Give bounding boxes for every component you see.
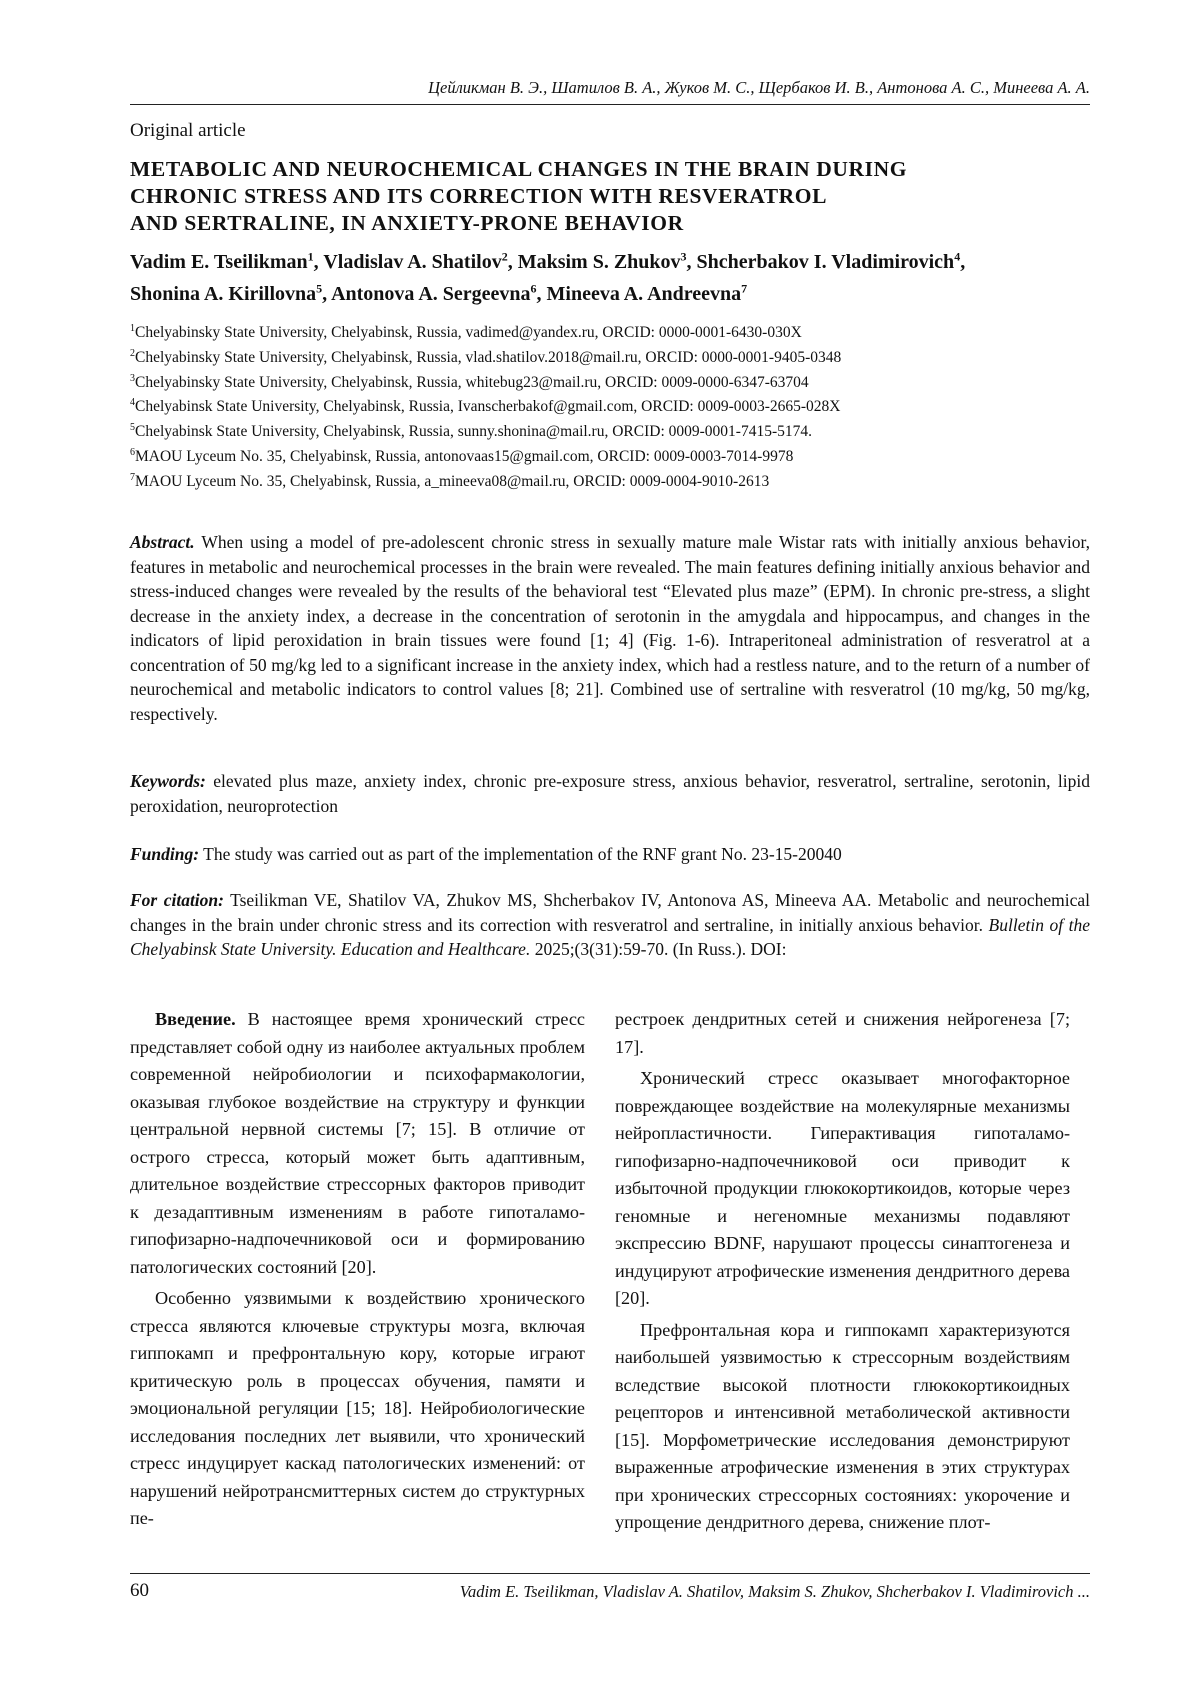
author-name: Mineeva A. Andreevna — [546, 283, 742, 305]
affiliation-text: MAOU Lyceum No. 35, Chelyabinsk, Russia, antonovaas15@gmail.com, ORCID: 0009-0003-7014-9978 — [135, 447, 794, 465]
affiliation-text: Chelyabinsky State University, Chelyabinsk, Russia, vlad.shatilov.2018@mail.ru, ORCID: 0000-0001-9405-0348 — [135, 348, 842, 366]
affiliation-sup: 2 — [130, 347, 135, 359]
affiliation-sup: 6 — [130, 446, 135, 458]
keywords — [130, 769, 1090, 818]
author-name: Vladislav A. Shatilov — [323, 251, 502, 273]
paragraph-text: В настоящее время хронический стресс представляет собой одну из наиболее актуальных проблем современной нейробиологии и психофармакологии, оказывая глубокое воздействие на структуру и функции центральной нервной системы [7; 15]. В отличие от острого стресса, который может быть адаптивным, длительное воздействие стрессорных факторов приводит к дезадаптивным изменениям в работе гипоталамо-гипофизарно-надпочечниковой оси и формированию патологических состояний [20]. — [130, 1009, 586, 1277]
body-paragraph — [130, 1006, 585, 1281]
affiliation-text: MAOU Lyceum No. 35, Chelyabinsk, Russia, a_mineeva08@mail.ru, ORCID: 0009-0004-9010-2613 — [135, 472, 770, 490]
author-sup: 5 — [316, 281, 323, 296]
author-line: Shonina A. Kirillovna$^5$, Antonova A. Sergeevna$^6$, Mineeva A. Andreevna$^7$ — [130, 281, 748, 305]
keywords-label: Keywords: — [130, 771, 206, 791]
author-sup: 4 — [954, 249, 961, 264]
author-sup: 1 — [307, 249, 314, 264]
citation-journal: Bulletin of the Chelyabinsk State University. Education and Healthcare. — [130, 914, 1090, 959]
author-name: Shonina A. Kirillovna — [130, 283, 317, 305]
author-sup: 7 — [741, 281, 748, 296]
funding — [130, 842, 1090, 867]
body-paragraph: Особенно уязвимыми к воздействию хронического стресса являются ключевые структуры мозга, включая гиппокамп и префронтальную кору, которые играют критическую роль в процессах обучения, памяти и эмоциональной регуляции [15; 18]. Нейробиологические исследования последних лет выявили, что хронический стресс индуцирует каскад патологических изменений: от нарушений нейротрансмиттерных систем до структурных пе- — [130, 1288, 585, 1528]
body-paragraph: Хронический стресс оказывает многофакторное повреждающее воздействие на молекулярные механизмы нейропластичности. Гиперактивация гипоталамо-гипофизарно-надпочечниковой оси приводит к избыточной продукции глюкокортикоидов, которые через геномные и негеномные механизмы подавляют экспрессию BDNF, нарушают процессы синаптогенеза и индуцируют атрофические изменения дендритного дерева [20]. — [615, 1068, 1070, 1308]
affiliation-text: Chelyabinsky State University, Chelyabinsk, Russia, whitebug23@mail.ru, ORCID: 0009-0000-6347-63704 — [135, 373, 809, 391]
affiliation-list — [130, 321, 1090, 495]
affiliation-sup: 7 — [130, 471, 135, 483]
author-sup: 6 — [530, 281, 537, 296]
author-name: Vadim E. Tseilikman — [130, 251, 308, 273]
affiliation — [130, 321, 1090, 346]
affiliation — [130, 371, 1090, 396]
author-sup: 2 — [501, 249, 508, 264]
affiliation-sup: 5 — [130, 422, 135, 434]
affiliation — [130, 346, 1090, 371]
author-line: Vadim E. Tseilikman$^1$, Vladislav A. Shatilov$^2$, Maksim S. Zhukov$^3$, Shcherbakov I. Vladimirovich$^4$, — [130, 249, 966, 273]
citation-text: Tseilikman VE, Shatilov VA, Zhukov MS, Shcherbakov IV, Antonova AS, Mineeva AA. Metabolic and neurochemical changes in the brain under chronic stress and its correction with resveratrol and sertraline, in initially anxious behavior. — [130, 890, 1091, 935]
header-rule — [130, 104, 1090, 105]
running-head: Цейликман В. Э., Шатилов В. А., Жуков М. С., Щербаков И. В., Антонова А. С., Минеева А. А. — [428, 78, 1090, 97]
affiliation-text: Chelyabinsky State University, Chelyabinsk, Russia, vadimed@yandex.ru, ORCID: 0000-0001-6430-030X — [135, 324, 802, 341]
citation — [130, 888, 1090, 962]
author-list — [130, 246, 1090, 310]
funding-label: Funding: — [130, 844, 200, 864]
footer-rule — [130, 1573, 1090, 1574]
affiliation-sup: 1 — [130, 322, 135, 334]
page-number: 60 — [130, 1580, 149, 1601]
body-column-right — [615, 1006, 1070, 1566]
affiliation — [130, 445, 1090, 470]
citation-label: For citation: — [130, 890, 224, 910]
affiliation — [130, 420, 1090, 445]
title-line: AND SERTRALINE, IN ANXIETY-PRONE BEHAVIOR — [130, 211, 684, 235]
affiliation-text: Chelyabinsk State University, Chelyabinsk, Russia, sunny.shonina@mail.ru, ORCID: 0009-0001-7415-5174. — [135, 423, 812, 441]
affiliation-text: Chelyabinsk State University, Chelyabinsk, Russia, Ivanscherbakof@gmail.com, ORCID: 0009-0003-2665-028X — [135, 398, 841, 416]
abstract-label: Abstract. — [130, 532, 195, 552]
author-name: Antonova A. Sergeevna — [331, 283, 531, 305]
citation-tail: 2025;(3(31):59-70. (In Russ.). DOI: — [534, 939, 787, 959]
abstract — [130, 530, 1090, 726]
abstract-text: When using a model of pre-adolescent chronic stress in sexually mature male Wistar rats with initially anxious behavior, features in metabolic and neurochemical processes in the brain were revealed. The main features defining initially anxious behavior and stress-induced changes were revealed by the results of the behavioral test “Elevated plus maze” (EPM). In chronic pre-stress, a slight decrease in the anxiety index, a decrease in the concentration of serotonin in the amygdala and hippocampus, and changes in the indicators of lipid peroxidation in brain tissues were found [1; 4] (Fig. 1-6). Intraperitoneal administration of resveratrol at a concentration of 50 mg/kg led to a significant increase in the anxiety index, which had a restless nature, and to the return of a number of neurochemical and metabolic indicators to control values [8; 21]. Combined use of sertraline with resveratrol (10 mg/kg, 50 mg/kg, respectively. — [130, 532, 1091, 724]
author-sup: 3 — [680, 249, 687, 264]
body-paragraph: рестроек дендритных сетей и снижения нейрогенеза [7; 17]. — [615, 1009, 1070, 1057]
body-column-left — [130, 1006, 585, 1566]
intro-label: Введение. — [155, 1009, 236, 1029]
author-name: Maksim S. Zhukov — [517, 251, 681, 273]
article-type: Original article — [130, 120, 246, 141]
affiliation — [130, 470, 1090, 495]
title-line: CHRONIC STRESS AND ITS CORRECTION WITH RESVERATROL — [130, 184, 828, 208]
affiliation-sup: 4 — [130, 397, 135, 409]
affiliation — [130, 395, 1090, 420]
funding-text: The study was carried out as part of the implementation of the RNF grant No. 23-15-20040 — [203, 844, 842, 864]
author-name: Shcherbakov I. Vladimirovich — [696, 251, 955, 273]
article-title — [130, 156, 1030, 237]
running-foot: Vadim E. Tseilikman, Vladislav A. Shatilov, Maksim S. Zhukov, Shcherbakov I. Vladimirovich ... — [459, 1582, 1090, 1601]
title-line: METABOLIC AND NEUROCHEMICAL CHANGES IN THE BRAIN DURING — [130, 157, 908, 181]
keywords-text: elevated plus maze, anxiety index, chronic pre-exposure stress, anxious behavior, resveratrol, sertraline, serotonin, lipid peroxidation, neuroprotection — [130, 771, 1091, 816]
affiliation-sup: 3 — [130, 372, 135, 384]
body-paragraph: Префронтальная кора и гиппокамп характеризуются наибольшей уязвимостью к стрессорным воздействиям вследствие высокой плотности глюкокортикоидных рецепторов и интенсивной метаболической активности [15]. Морфометрические исследования демонстрируют выраженные атрофические изменения в этих структурах при хронических стрессорных состояниях: укорочение и упрощение дендритного дерева, снижение плот- — [615, 1319, 1070, 1532]
